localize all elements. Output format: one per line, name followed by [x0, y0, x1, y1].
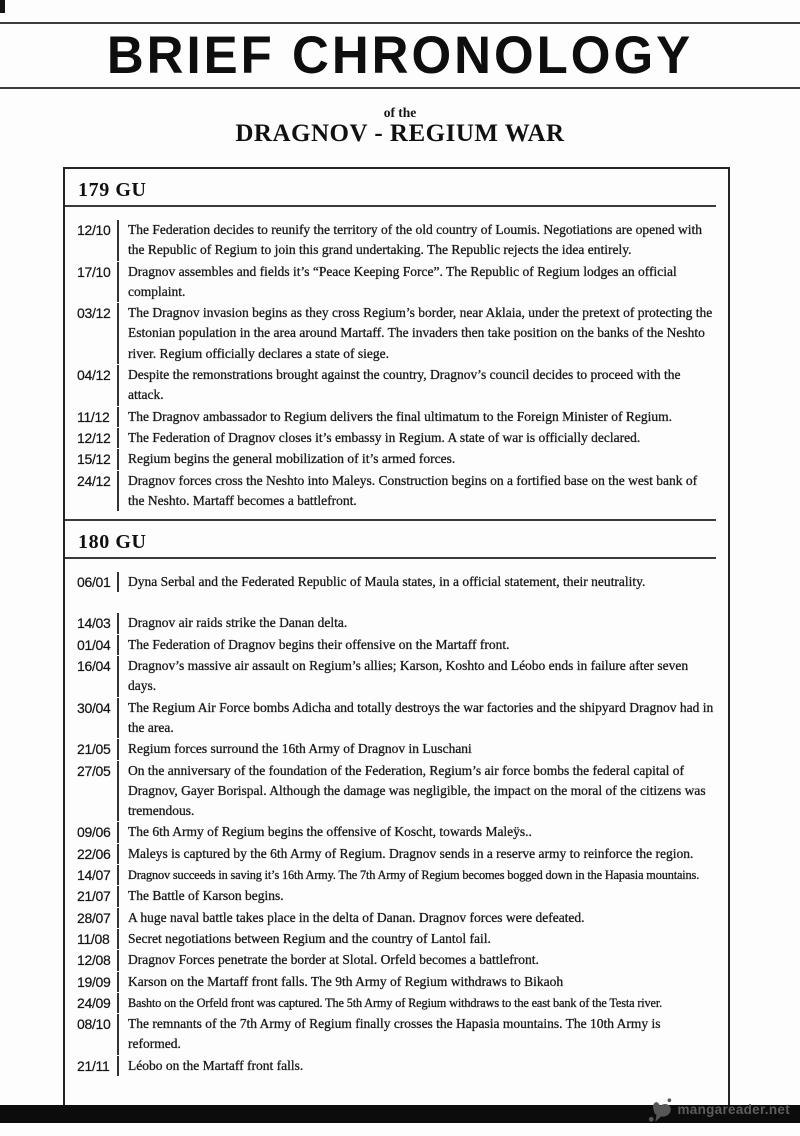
scan-artifact	[0, 0, 5, 13]
entry-text: The Battle of Karson begins.	[117, 886, 716, 906]
entry-date: 21/07	[77, 888, 111, 905]
chronology-entry	[75, 739, 716, 759]
entry-text: Bashto on the Orfeld front was captured. The 5th Army of Regium withdraws to the east bank of the Testa river.	[117, 993, 716, 1013]
watermark-bar	[0, 1102, 800, 1123]
chronology-section	[65, 178, 728, 514]
entry-date: 16/04	[77, 658, 111, 675]
chronology-entry	[75, 365, 716, 406]
section-heading: 180 GU	[78, 531, 147, 554]
entry-date: 08/10	[77, 1016, 111, 1033]
entry-date: 21/11	[77, 1057, 110, 1074]
chronology-entry	[75, 886, 716, 906]
chronology-entry	[75, 950, 716, 970]
entry-text: Dragnov air raids strike the Danan delta.	[117, 613, 716, 633]
chronology-entry	[75, 822, 716, 842]
entry-date: 22/06	[77, 845, 111, 862]
chronology-entry	[75, 1014, 716, 1055]
entry-text: The 6th Army of Regium begins the offensive of Koscht, towards Maleÿs..	[117, 822, 716, 842]
chronology-section	[65, 519, 728, 1079]
entry-text: Karson on the Martaff front falls. The 9th Army of Regium withdraws to Bikaoh	[117, 972, 716, 992]
entry-text: The Dragnov ambassador to Regium delivers the final ultimatum to the Foreign Minister of Regium.	[117, 407, 716, 427]
page-title: BRIEF CHRONOLOGY	[106, 25, 694, 85]
entry-text: Regium begins the general mobilization of it’s armed forces.	[117, 449, 716, 469]
entry-date: 09/06	[77, 824, 111, 841]
chronology-entry	[75, 929, 716, 949]
chronology-entry	[75, 1056, 716, 1076]
entry-date: 19/09	[77, 973, 111, 990]
entry-date: 17/10	[77, 263, 111, 280]
entry-date: 21/05	[77, 741, 111, 758]
chronology-box	[63, 167, 730, 1105]
entry-date: 12/12	[77, 429, 111, 446]
chronology-entry	[75, 428, 716, 448]
entry-list	[65, 559, 728, 1079]
chronology-entry	[75, 908, 716, 928]
entry-text: Regium forces surround the 16th Army of Dragnov in Luschani	[117, 739, 716, 759]
chronology-entry	[75, 972, 716, 992]
entry-text: Dragnov assembles and fields it’s “Peace Keeping Force”. The Republic of Regium lodges an official complaint.	[117, 262, 716, 303]
entry-date: 24/12	[77, 472, 111, 489]
entry-date: 27/05	[77, 762, 111, 779]
entry-date: 30/04	[77, 699, 111, 716]
entry-text: On the anniversary of the foundation of the Federation, Regium’s air force bombs the federal capital of Dragnov, Gayer Borispal. Although the damage was negligible, the impact on the moral of the citizens was tremendous.	[117, 761, 716, 822]
entry-text: Dragnov’s massive air assault on Regium’s allies; Karson, Koshto and Léobo ends in failure after seven days.	[117, 656, 716, 697]
section-top-rule	[65, 519, 716, 521]
entry-text: The remnants of the 7th Army of Regium finally crosses the Hapasia mountains. The 10th Army is reformed.	[117, 1014, 716, 1055]
entry-text: Dyna Serbal and the Federated Republic of Maula states, in a official statement, their neutrality.	[117, 572, 716, 592]
entry-date: 01/04	[77, 636, 111, 653]
entry-text: Despite the remonstrations brought against the country, Dragnov’s council decides to proceed with the attack.	[117, 365, 716, 406]
entry-text: Maleys is captured by the 6th Army of Regium. Dragnov sends in a reserve army to reinforce the region.	[117, 844, 716, 864]
chronology-entry	[75, 865, 716, 885]
chronology-entry	[75, 303, 716, 364]
watermark-text: mangareader.net	[677, 1102, 790, 1117]
entry-list	[65, 207, 728, 514]
entry-date: 03/12	[77, 305, 111, 322]
entry-date: 28/07	[77, 909, 111, 926]
chronology-entry	[75, 407, 716, 427]
entry-text: The Federation decides to reunify the territory of the old country of Loumis. Negotiations are opened with the Republic of Regium to join this grand undertaking. The Republic rejects the idea entirely.	[117, 220, 716, 261]
entry-text: Dragnov forces cross the Neshto into Maleys. Construction begins on a fortified base on the west bank of the Neshto. Martaff becomes a battlefront.	[117, 471, 716, 512]
mangareader-mascot-icon	[646, 1097, 676, 1123]
section-heading: 179 GU	[78, 179, 147, 201]
chronology-entry	[75, 993, 716, 1013]
war-title: DRAGNOV - REGIUM WAR	[235, 120, 565, 147]
chronology-entry	[75, 698, 716, 739]
entry-date: 04/12	[77, 367, 111, 384]
entry-date: 06/01	[77, 574, 111, 591]
chronology-entry	[75, 635, 716, 655]
entry-text: Dragnov succeeds in saving it’s 16th Army. The 7th Army of Regium becomes bogged down in the Hapasia mountains.	[117, 865, 716, 885]
entry-text: A huge naval battle takes place in the delta of Danan. Dragnov forces were defeated.	[117, 908, 716, 928]
entry-date: 11/12	[77, 408, 110, 425]
chronology-entry	[75, 844, 716, 864]
entry-date: 15/12	[77, 451, 111, 468]
entry-text: Léobo on the Martaff front falls.	[117, 1056, 716, 1076]
chronology-entry	[75, 656, 716, 697]
entry-date: 14/03	[77, 615, 111, 632]
entry-text: The Federation of Dragnov begins their offensive on the Martaff front.	[117, 635, 716, 655]
chronology-entry	[75, 262, 716, 303]
entry-text: The Regium Air Force bombs Adicha and totally destroys the war factories and the shipyard Dragnov had in the area.	[117, 698, 716, 739]
entry-text: Secret negotiations between Regium and the country of Lantol fail.	[117, 929, 716, 949]
entry-date: 12/10	[77, 222, 111, 238]
chronology-entry	[75, 572, 716, 592]
chronology-entry	[75, 613, 716, 633]
chronology-entry	[75, 449, 716, 469]
chronology-entry	[75, 471, 716, 512]
chronology-entry	[75, 761, 716, 822]
entry-date: 24/09	[77, 994, 111, 1011]
entry-text: Dragnov Forces penetrate the border at Slotal. Orfeld becomes a battlefront.	[117, 950, 716, 970]
entry-date: 14/07	[77, 867, 111, 884]
entry-text: The Federation of Dragnov closes it’s embassy in Regium. A state of war is officially declared.	[117, 428, 716, 448]
entry-date: 11/08	[77, 930, 110, 947]
chronology-entry	[75, 220, 716, 261]
header-bottom-rule	[0, 87, 800, 89]
subtitle-prefix: of the	[383, 105, 417, 120]
entry-text: The Dragnov invasion begins as they cross Regium’s border, near Aklaia, under the pretext of protecting the Estonian population in the area around Martaff. The invaders then take position on the banks of the Neshto river. Regium officially declares a state of siege.	[117, 303, 716, 364]
watermark	[646, 1097, 790, 1123]
entry-date: 12/08	[77, 952, 111, 969]
